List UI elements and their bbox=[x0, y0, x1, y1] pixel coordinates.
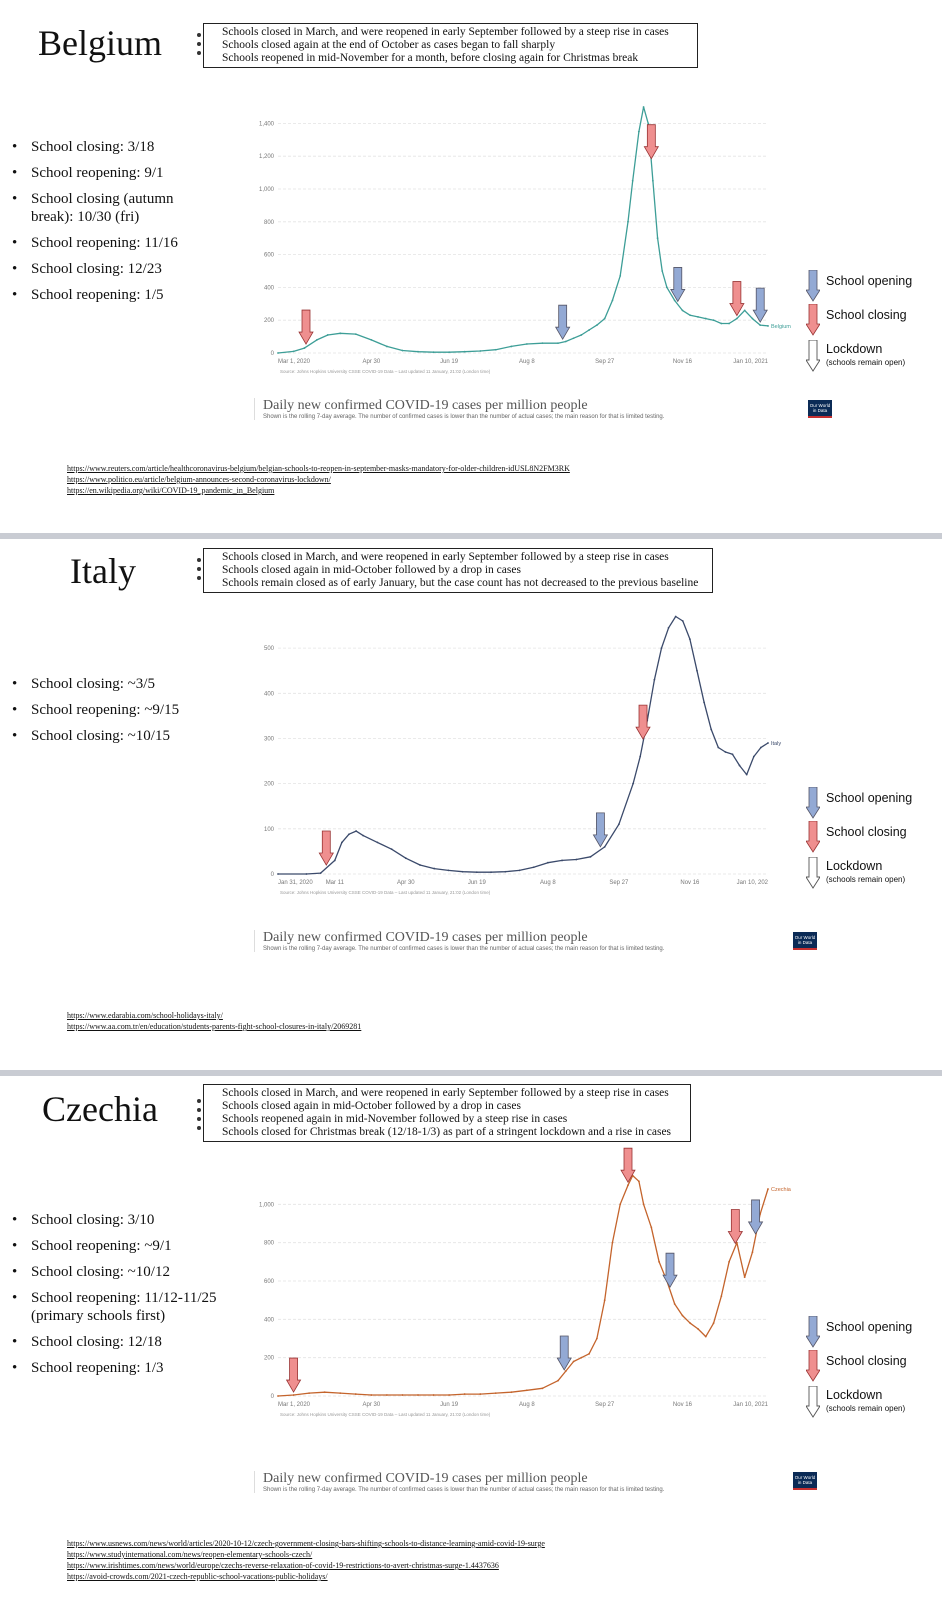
data-point bbox=[653, 679, 655, 681]
data-point bbox=[612, 1242, 614, 1244]
data-point bbox=[580, 334, 582, 336]
link[interactable]: https://www.studyinternational.com/news/reopen-elementary-schools-czech/ bbox=[67, 1550, 313, 1559]
data-point bbox=[661, 647, 663, 649]
x-tick-label: Apr 30 bbox=[396, 880, 415, 886]
data-point bbox=[417, 351, 419, 353]
source-links bbox=[67, 1010, 361, 1032]
data-point bbox=[433, 351, 435, 353]
opening-arrow-marker bbox=[593, 813, 607, 847]
note-line: Schools reopened again in mid-November followed by a steep rise in cases bbox=[222, 1113, 568, 1125]
data-point bbox=[739, 765, 741, 767]
data-point bbox=[627, 221, 629, 223]
data-point bbox=[519, 869, 521, 871]
data-point bbox=[510, 1391, 512, 1393]
data-point bbox=[661, 270, 663, 272]
czechia-chart bbox=[240, 1126, 800, 1426]
data-point bbox=[580, 1357, 582, 1359]
data-point bbox=[547, 862, 549, 864]
data-point bbox=[339, 332, 341, 334]
data-point bbox=[650, 1226, 652, 1228]
source-links bbox=[67, 463, 570, 496]
list-item: • School reopening: 11/12-11/25 (primary schools first) bbox=[12, 1289, 226, 1325]
data-point bbox=[341, 841, 343, 843]
chart-title: Daily new confirmed COVID-19 cases per million people bbox=[263, 1471, 588, 1486]
data-point bbox=[717, 747, 719, 749]
link[interactable]: https://www.reuters.com/article/healthcoronavirus-belgium/belgian-schools-to-reopen-in-september-masks-mandatory-for-older-children-idUSL8N2FM3RK bbox=[67, 464, 570, 473]
owid-logo: Our World in Data bbox=[793, 1472, 817, 1490]
y-tick-label: 1,400 bbox=[258, 121, 274, 128]
data-point bbox=[736, 318, 738, 320]
x-tick-label: Nov 16 bbox=[680, 880, 700, 886]
data-point bbox=[697, 316, 699, 318]
data-point bbox=[402, 350, 404, 352]
note-line: Schools closed again in mid-October followed by a drop in cases bbox=[222, 564, 521, 576]
data-point bbox=[674, 300, 676, 302]
note-line: Schools closed for Christmas break (12/18-1/3) as part of a stringent lockdown and a rise in cases bbox=[222, 1126, 672, 1138]
data-point bbox=[495, 349, 497, 351]
list-item: • School closing: 12/18 bbox=[12, 1333, 227, 1351]
closing-arrow-marker bbox=[319, 831, 333, 865]
note-line: Schools closed in March, and were reopened in early September followed by a steep rise in cases bbox=[222, 1087, 669, 1099]
note-line: Schools closed in March, and were reopened in early September followed by a steep rise in cases bbox=[222, 26, 669, 38]
data-point bbox=[767, 742, 769, 744]
data-point bbox=[604, 846, 606, 848]
data-point bbox=[689, 638, 691, 640]
data-point bbox=[448, 1394, 450, 1396]
x-tick-label: Jun 19 bbox=[440, 1402, 459, 1408]
data-point bbox=[355, 830, 357, 832]
note-line: Schools closed again at the end of October as cases began to fall sharply bbox=[222, 39, 556, 51]
data-point bbox=[666, 287, 668, 289]
data-point bbox=[573, 1361, 575, 1363]
source-links bbox=[67, 1538, 545, 1582]
notes-box bbox=[203, 548, 713, 593]
data-point bbox=[316, 339, 318, 341]
data-point bbox=[370, 339, 372, 341]
divider bbox=[254, 930, 255, 952]
data-point bbox=[618, 823, 620, 825]
data-point bbox=[417, 1394, 419, 1396]
data-point bbox=[304, 347, 306, 349]
czechia-panel bbox=[0, 1076, 942, 1608]
data-point bbox=[596, 1338, 598, 1340]
y-tick-label: 800 bbox=[263, 219, 274, 226]
data-point bbox=[604, 1299, 606, 1301]
school-dates-list bbox=[12, 138, 202, 312]
data-point bbox=[433, 868, 435, 870]
list-item: • School reopening: ~9/1 bbox=[12, 1237, 227, 1255]
data-point bbox=[710, 729, 712, 731]
series-label: Italy bbox=[771, 741, 782, 747]
data-point bbox=[639, 756, 641, 758]
list-item: • School reopening: 1/5 bbox=[12, 286, 202, 304]
data-point bbox=[728, 1261, 730, 1263]
data-point bbox=[308, 1392, 310, 1394]
country-title: Czechia bbox=[42, 1089, 158, 1129]
country-title: Italy bbox=[70, 551, 136, 591]
chart-subtitle: Shown is the rolling 7-day average. The number of confirmed cases is lower than the number of actual cases; the main reason for that is limited testing. bbox=[263, 946, 665, 952]
legend-opening-label: School opening bbox=[826, 791, 913, 805]
list-item: • School reopening: 1/3 bbox=[12, 1359, 227, 1377]
legend bbox=[806, 787, 942, 897]
legend-lockdown-sublabel: (schools remain open) bbox=[826, 1404, 906, 1413]
legend-lockdown-label: Lockdown bbox=[826, 1388, 883, 1402]
x-tick-label: Aug 8 bbox=[519, 1402, 535, 1408]
x-tick-label: Jun 19 bbox=[440, 359, 459, 365]
x-tick-label: Jun 19 bbox=[467, 880, 486, 886]
legend-lockdown-sublabel: (schools remain open) bbox=[826, 875, 906, 884]
notes-bullets bbox=[196, 553, 202, 580]
italy-chart bbox=[240, 602, 800, 912]
list-item: • School closing: 3/10 bbox=[12, 1211, 227, 1229]
data-point bbox=[526, 1389, 528, 1391]
legend-opening-label: School opening bbox=[826, 274, 913, 288]
list-item: • School reopening: 9/1 bbox=[12, 164, 202, 182]
data-point bbox=[504, 871, 506, 873]
series-label: Czechia bbox=[771, 1187, 791, 1193]
closing-arrow-marker bbox=[287, 1358, 301, 1392]
x-tick-label: Nov 16 bbox=[672, 359, 692, 365]
opening-arrow-marker bbox=[556, 305, 570, 339]
data-point bbox=[724, 751, 726, 753]
data-point bbox=[386, 1394, 388, 1396]
italy-panel bbox=[0, 540, 942, 1070]
data-point bbox=[697, 1328, 699, 1330]
x-tick-label: Sep 27 bbox=[609, 880, 629, 886]
data-point bbox=[590, 856, 592, 858]
legend-closing-label: School closing bbox=[826, 1354, 907, 1368]
data-point bbox=[689, 1322, 691, 1324]
data-point bbox=[612, 300, 614, 302]
data-point bbox=[767, 325, 769, 327]
data-point bbox=[510, 346, 512, 348]
data-point bbox=[561, 860, 563, 862]
data-point bbox=[643, 106, 645, 108]
data-point bbox=[752, 1251, 754, 1253]
closing-arrow-marker bbox=[728, 1210, 742, 1244]
belgium-chart bbox=[240, 95, 800, 375]
list-item: • School closing (autumn break): 10/30 (fri) bbox=[12, 190, 196, 226]
data-point bbox=[464, 1393, 466, 1395]
notes-bullets bbox=[196, 1094, 202, 1130]
lockdown-arrow-icon bbox=[806, 340, 820, 372]
data-point bbox=[596, 324, 598, 326]
legend bbox=[806, 270, 942, 380]
data-point bbox=[720, 323, 722, 325]
y-tick-label: 600 bbox=[263, 252, 274, 259]
data-point bbox=[462, 871, 464, 873]
source-note: Source: Johns Hopkins University CSSE COVID-19 Data – Last updated 11 January, 21:02 (London time) bbox=[280, 890, 491, 895]
opening-arrow-marker bbox=[663, 1253, 677, 1287]
closing-arrow-icon bbox=[806, 1350, 820, 1382]
data-point bbox=[643, 1203, 645, 1205]
data-point bbox=[619, 1203, 621, 1205]
data-point bbox=[277, 352, 279, 354]
x-tick-label: Jan 10, 2021 bbox=[733, 1402, 768, 1408]
data-point bbox=[752, 318, 754, 320]
y-tick-label: 300 bbox=[263, 736, 274, 743]
x-tick-label: Jan 10, 2021 bbox=[733, 359, 768, 365]
closing-arrow-marker bbox=[730, 282, 744, 316]
y-tick-label: 1,000 bbox=[258, 187, 274, 193]
data-point bbox=[638, 1180, 640, 1182]
data-point bbox=[565, 341, 567, 343]
list-item: • School closing: 12/23 bbox=[12, 260, 202, 278]
data-point bbox=[433, 1394, 435, 1396]
x-tick-label: Aug 8 bbox=[540, 880, 556, 886]
data-point bbox=[339, 1392, 341, 1394]
x-tick-label: Mar 1, 2020 bbox=[278, 359, 311, 365]
data-point bbox=[632, 180, 634, 182]
data-point bbox=[533, 866, 535, 868]
divider bbox=[254, 1471, 255, 1493]
list-item: • School closing: ~10/15 bbox=[12, 727, 202, 745]
series-label: Belgium bbox=[771, 323, 791, 330]
school-dates-list bbox=[12, 675, 202, 753]
series-line bbox=[278, 1176, 768, 1396]
y-tick-label: 500 bbox=[263, 646, 274, 653]
data-point bbox=[588, 1353, 590, 1355]
data-point bbox=[479, 1393, 481, 1395]
chart-title: Daily new confirmed COVID-19 cases per million people bbox=[263, 398, 588, 413]
data-point bbox=[647, 123, 649, 125]
x-tick-label: Apr 30 bbox=[362, 359, 381, 365]
link[interactable]: https://www.irishtimes.com/news/world/europe/czechs-reverse-relaxation-of-covid-19-restrictions-to-avert-christmas-surge-1.4437636 bbox=[67, 1561, 499, 1570]
data-point bbox=[293, 350, 295, 352]
notes-box bbox=[203, 23, 698, 68]
x-tick-label: Jan 10, 202 bbox=[736, 880, 768, 886]
closing-arrow-marker bbox=[299, 310, 313, 344]
data-point bbox=[542, 342, 544, 344]
data-point bbox=[627, 1184, 629, 1186]
data-point bbox=[565, 1370, 567, 1372]
data-point bbox=[476, 871, 478, 873]
y-tick-label: 0 bbox=[270, 1394, 274, 1400]
data-point bbox=[391, 848, 393, 850]
legend-lockdown-label: Lockdown bbox=[826, 342, 883, 356]
data-point bbox=[713, 1322, 715, 1324]
panel-separator bbox=[0, 533, 942, 539]
data-point bbox=[362, 835, 364, 837]
x-tick-label: Apr 30 bbox=[362, 1402, 381, 1408]
link[interactable]: https://en.wikipedia.org/wiki/COVID-19_pandemic_in_Belgium bbox=[67, 486, 275, 495]
y-tick-label: 400 bbox=[263, 691, 274, 698]
data-point bbox=[604, 318, 606, 320]
data-point bbox=[348, 833, 350, 835]
y-tick-label: 1,000 bbox=[258, 1202, 274, 1209]
x-tick-label: Aug 8 bbox=[519, 359, 535, 365]
data-point bbox=[490, 871, 492, 873]
school-dates-list bbox=[12, 1211, 227, 1385]
data-point bbox=[705, 1336, 707, 1338]
data-point bbox=[744, 1276, 746, 1278]
y-tick-label: 800 bbox=[263, 1240, 274, 1247]
note-line: Schools reopened in mid-November for a month, before closing again for Christmas break bbox=[222, 52, 639, 64]
data-point bbox=[619, 275, 621, 277]
data-point bbox=[682, 309, 684, 311]
y-tick-label: 200 bbox=[263, 781, 274, 788]
data-point bbox=[370, 1394, 372, 1396]
note-line: Schools closed in March, and were reopened in early September followed by a steep rise in cases bbox=[222, 551, 669, 563]
series-line bbox=[278, 107, 768, 353]
opening-arrow-marker bbox=[557, 1336, 571, 1370]
opening-arrow-icon bbox=[806, 270, 820, 302]
data-point bbox=[277, 873, 279, 875]
data-point bbox=[448, 351, 450, 353]
data-point bbox=[448, 869, 450, 871]
data-point bbox=[657, 237, 659, 239]
data-point bbox=[377, 841, 379, 843]
lockdown-arrow-icon bbox=[806, 1386, 820, 1418]
data-point bbox=[479, 350, 481, 352]
legend bbox=[806, 1316, 942, 1426]
belgium-panel bbox=[0, 0, 942, 530]
y-tick-label: 100 bbox=[263, 826, 274, 833]
data-point bbox=[405, 857, 407, 859]
y-tick-label: 200 bbox=[263, 318, 274, 325]
data-point bbox=[306, 873, 308, 875]
data-point bbox=[573, 337, 575, 339]
data-point bbox=[675, 616, 677, 618]
opening-arrow-marker bbox=[749, 1200, 763, 1234]
x-tick-label: Jan 31, 2020 bbox=[278, 880, 313, 886]
data-point bbox=[652, 180, 654, 182]
x-tick-label: Sep 27 bbox=[595, 359, 615, 365]
chart-subtitle: Shown is the rolling 7-day average. The number of confirmed cases is lower than the number of actual cases; the main reason for that is limited testing. bbox=[263, 1487, 665, 1493]
y-tick-label: 600 bbox=[263, 1279, 274, 1285]
x-tick-label: Nov 16 bbox=[672, 1402, 692, 1408]
legend-opening-label: School opening bbox=[826, 1320, 913, 1334]
divider bbox=[254, 398, 255, 420]
legend-lockdown-label: Lockdown bbox=[826, 859, 883, 873]
data-point bbox=[705, 318, 707, 320]
x-tick-label: Sep 27 bbox=[595, 1402, 615, 1408]
source-note: Source: Johns Hopkins University CSSE COVID-19 Data – Last updated 11 January, 21:02 (London time) bbox=[280, 1412, 491, 1417]
y-tick-label: 1,200 bbox=[258, 154, 274, 161]
closing-arrow-icon bbox=[806, 821, 820, 853]
legend-closing-label: School closing bbox=[826, 308, 907, 322]
note-line: Schools remain closed as of early January, but the case count has not decreased to the previous baseline bbox=[222, 577, 699, 589]
closing-arrow-marker bbox=[636, 705, 650, 739]
data-point bbox=[495, 1392, 497, 1394]
data-point bbox=[746, 774, 748, 776]
link[interactable]: https://www.politico.eu/article/belgium-announces-second-coronavirus-lockdown/ bbox=[67, 475, 331, 484]
series-line bbox=[278, 617, 768, 875]
data-point bbox=[324, 1391, 326, 1393]
data-point bbox=[386, 346, 388, 348]
data-point bbox=[355, 1393, 357, 1395]
data-point bbox=[542, 1387, 544, 1389]
data-point bbox=[277, 1395, 279, 1397]
data-point bbox=[728, 323, 730, 325]
x-tick-label: Mar 1, 2020 bbox=[278, 1402, 311, 1408]
data-point bbox=[767, 1188, 769, 1190]
data-point bbox=[713, 319, 715, 321]
opening-arrow-marker bbox=[753, 288, 767, 322]
data-point bbox=[557, 342, 559, 344]
y-tick-label: 0 bbox=[270, 351, 274, 357]
chart-subtitle: Shown is the rolling 7-day average. The number of confirmed cases is lower than the number of actual cases; the main reason for that is limited testing. bbox=[263, 414, 665, 420]
y-tick-label: 200 bbox=[263, 1355, 274, 1362]
data-point bbox=[682, 1315, 684, 1317]
data-point bbox=[638, 131, 640, 133]
data-point bbox=[658, 1261, 660, 1263]
data-point bbox=[632, 783, 634, 785]
link[interactable]: https://www.usnews.com/news/world/articles/2020-10-12/czech-government-closing-bars-shifting-schools-to-distance-learning-amid-covid-19-surge bbox=[67, 1539, 545, 1548]
link[interactable]: https://avoid-crowds.com/2021-czech-republic-school-vacations-public-holidays/ bbox=[67, 1572, 328, 1581]
list-item: • School closing: 3/18 bbox=[12, 138, 202, 156]
data-point bbox=[732, 753, 734, 755]
data-point bbox=[575, 859, 577, 861]
data-point bbox=[334, 860, 336, 862]
owid-logo: Our World in Data bbox=[793, 932, 817, 950]
data-point bbox=[759, 324, 761, 326]
chart-title: Daily new confirmed COVID-19 cases per million people bbox=[263, 930, 588, 945]
data-point bbox=[355, 333, 357, 335]
closing-arrow-icon bbox=[806, 304, 820, 336]
lockdown-arrow-icon bbox=[806, 857, 820, 889]
y-tick-label: 400 bbox=[263, 285, 274, 292]
link[interactable]: https://www.edarabia.com/school-holidays-italy/ bbox=[67, 1011, 223, 1020]
closing-arrow-marker bbox=[644, 125, 658, 159]
list-item: • School closing: ~3/5 bbox=[12, 675, 202, 693]
data-point bbox=[744, 309, 746, 311]
data-point bbox=[689, 314, 691, 316]
data-point bbox=[703, 701, 705, 703]
source-note: Source: Johns Hopkins University CSSE COVID-19 Data – Last updated 11 January, 21:02 (London time) bbox=[280, 369, 491, 374]
data-point bbox=[753, 756, 755, 758]
note-line: Schools closed again in mid-October followed by a drop in cases bbox=[222, 1100, 521, 1112]
y-tick-label: 0 bbox=[270, 872, 274, 878]
data-point bbox=[760, 747, 762, 749]
list-item: • School reopening: 11/16 bbox=[12, 234, 202, 252]
list-item: • School closing: ~10/12 bbox=[12, 1263, 227, 1281]
opening-arrow-icon bbox=[806, 787, 820, 819]
data-point bbox=[588, 329, 590, 331]
data-point bbox=[682, 620, 684, 622]
data-point bbox=[293, 1394, 295, 1396]
data-point bbox=[419, 864, 421, 866]
opening-arrow-icon bbox=[806, 1316, 820, 1348]
data-point bbox=[327, 334, 329, 336]
data-point bbox=[464, 351, 466, 353]
owid-logo: Our World in Data bbox=[808, 400, 832, 418]
country-title: Belgium bbox=[38, 23, 162, 63]
closing-arrow-marker bbox=[621, 1148, 635, 1182]
legend-closing-label: School closing bbox=[826, 825, 907, 839]
x-tick-label: Mar 11 bbox=[325, 880, 344, 886]
data-point bbox=[402, 1394, 404, 1396]
data-point bbox=[526, 343, 528, 345]
data-point bbox=[696, 670, 698, 672]
legend-lockdown-sublabel: (schools remain open) bbox=[826, 358, 906, 367]
data-point bbox=[674, 1303, 676, 1305]
data-point bbox=[557, 1380, 559, 1382]
list-item: • School reopening: ~9/15 bbox=[12, 701, 202, 719]
y-tick-label: 400 bbox=[263, 1317, 274, 1324]
notes-bullets bbox=[196, 28, 202, 55]
data-point bbox=[720, 1295, 722, 1297]
link[interactable]: https://www.aa.com.tr/en/education/students-parents-fight-school-closures-in-italy/2069281 bbox=[67, 1022, 362, 1031]
data-point bbox=[668, 627, 670, 629]
data-point bbox=[320, 872, 322, 874]
